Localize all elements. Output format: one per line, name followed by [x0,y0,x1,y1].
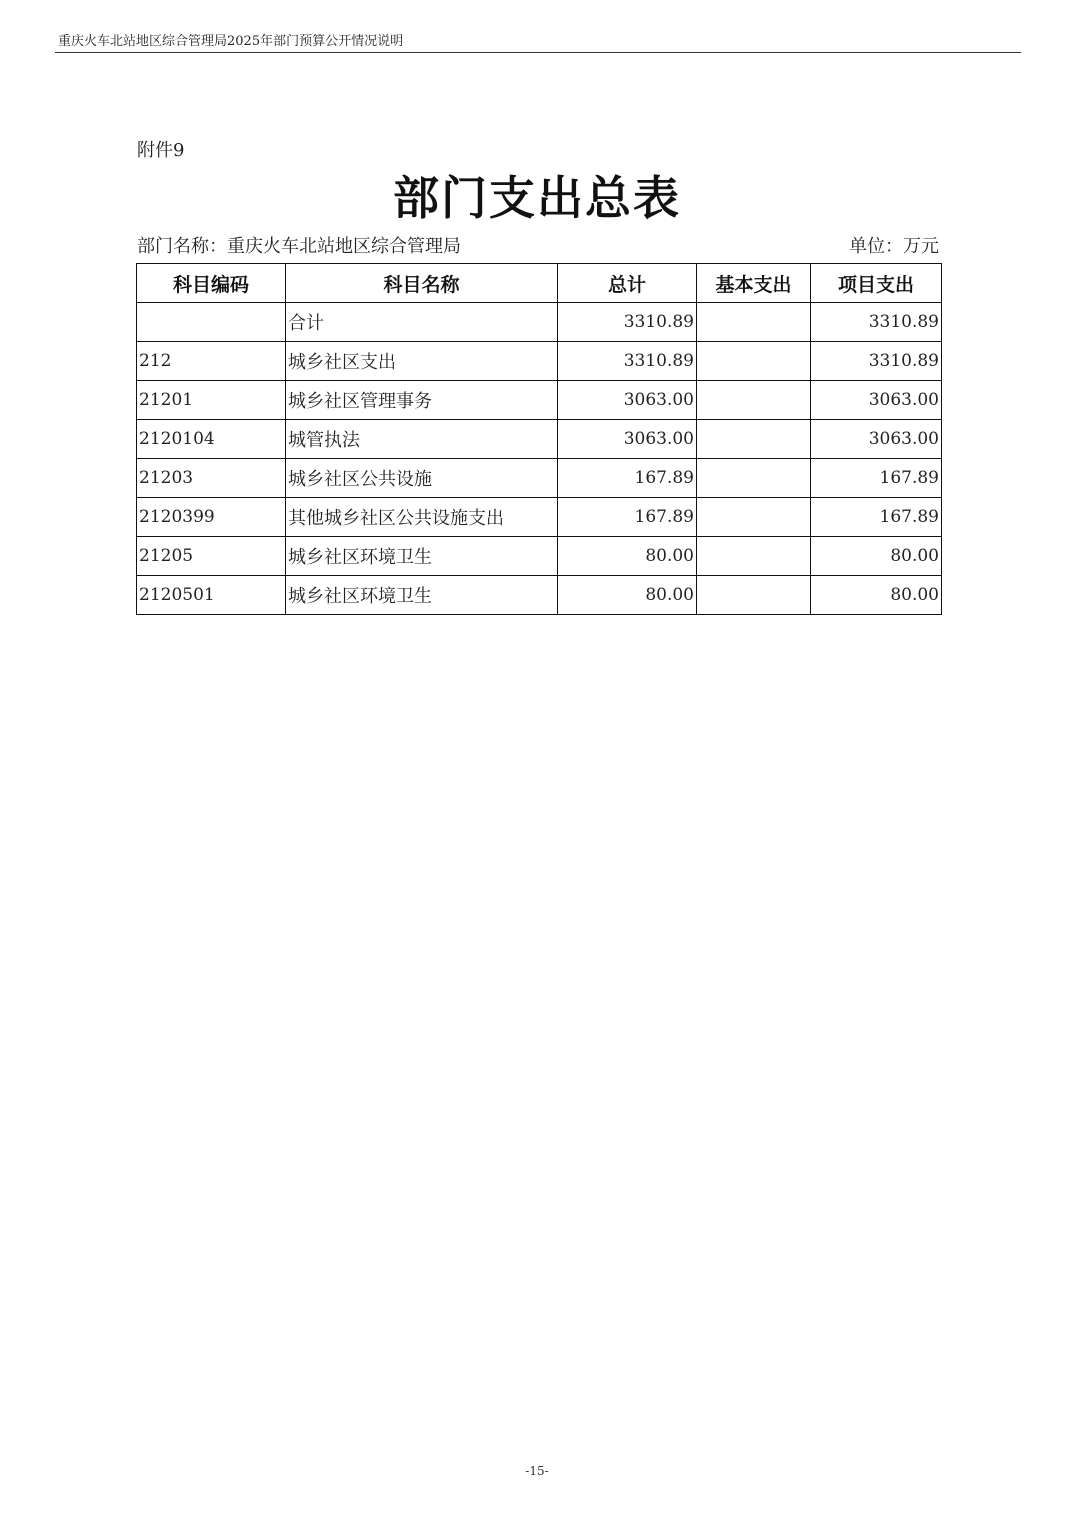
attachment-label: 附件9 [137,140,185,161]
table-row [137,576,942,615]
cell-basic [697,498,811,537]
cell-code: 2120104 [137,420,286,459]
table-header-row [137,264,942,303]
header-project: 项目支出 [811,264,942,303]
cell-basic [697,303,811,342]
cell-code: 2120399 [137,498,286,537]
header-code: 科目编码 [137,264,286,303]
cell-project: 167.89 [811,498,942,537]
header-rule [55,52,1021,53]
cell-name: 其他城乡社区公共设施支出 [286,498,558,537]
cell-project: 167.89 [811,459,942,498]
header-basic: 基本支出 [697,264,811,303]
cell-basic [697,537,811,576]
table-row [137,303,942,342]
table-row [137,537,942,576]
cell-project: 3310.89 [811,303,942,342]
department-info-line [137,232,939,258]
cell-name: 城乡社区支出 [286,342,558,381]
header-total: 总计 [558,264,697,303]
page-number: -15- [525,1464,549,1478]
cell-total: 80.00 [558,537,697,576]
cell-code: 21201 [137,381,286,420]
cell-total: 3310.89 [558,303,697,342]
cell-code [137,303,286,342]
cell-basic [697,381,811,420]
table-row [137,498,942,537]
table-row [137,420,942,459]
table-row [137,381,942,420]
cell-name: 合计 [286,303,558,342]
document-title: 部门支出总表 [393,171,681,225]
cell-code: 21203 [137,459,286,498]
cell-code: 212 [137,342,286,381]
expenditure-table [136,263,942,615]
cell-name: 城乡社区管理事务 [286,381,558,420]
cell-project: 80.00 [811,576,942,615]
cell-total: 3310.89 [558,342,697,381]
running-header: 重庆火车北站地区综合管理局2025年部门预算公开情况说明 [58,34,404,49]
cell-total: 80.00 [558,576,697,615]
cell-code: 2120501 [137,576,286,615]
cell-basic [697,420,811,459]
cell-basic [697,576,811,615]
cell-name: 城乡社区环境卫生 [286,576,558,615]
cell-basic [697,459,811,498]
cell-name: 城乡社区环境卫生 [286,537,558,576]
cell-project: 80.00 [811,537,942,576]
table-row [137,342,942,381]
cell-total: 3063.00 [558,381,697,420]
cell-basic [697,342,811,381]
table-row [137,459,942,498]
cell-total: 3063.00 [558,420,697,459]
cell-name: 城管执法 [286,420,558,459]
cell-project: 3063.00 [811,420,942,459]
cell-total: 167.89 [558,498,697,537]
department-label: 部门名称：重庆火车北站地区综合管理局 [137,236,461,257]
cell-name: 城乡社区公共设施 [286,459,558,498]
header-name: 科目名称 [286,264,558,303]
unit-label: 单位：万元 [849,236,939,257]
cell-project: 3310.89 [811,342,942,381]
cell-code: 21205 [137,537,286,576]
cell-total: 167.89 [558,459,697,498]
cell-project: 3063.00 [811,381,942,420]
